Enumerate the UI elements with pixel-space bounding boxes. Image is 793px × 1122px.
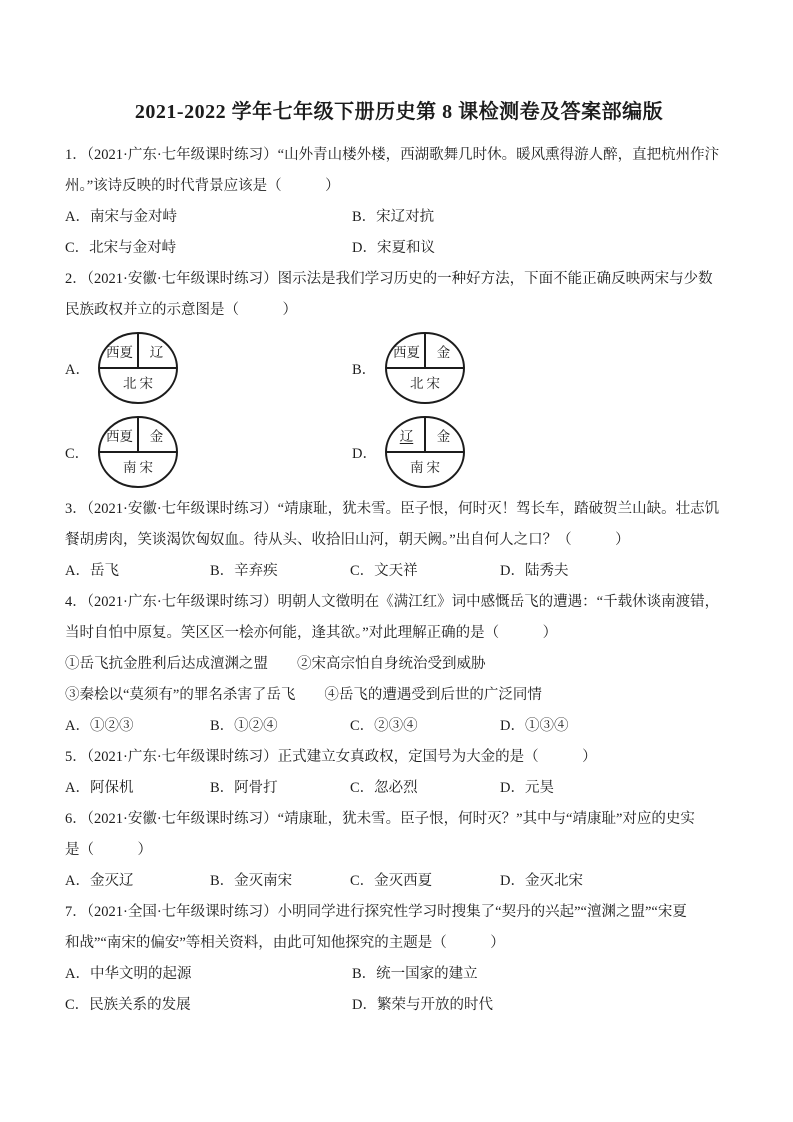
question-4-option-d: D．①③④ [500, 718, 569, 734]
diagram-d-label: D． [352, 445, 377, 462]
question-5-option-d: D．元昊 [500, 780, 554, 796]
question-2 [65, 264, 733, 494]
diagram-a-label: A． [65, 361, 90, 378]
diagram-d-top-left: 辽 [399, 429, 414, 444]
question-4-option-c: C．②③④ [350, 718, 418, 734]
diagram-option-a [65, 331, 352, 405]
question-3-options-row [65, 556, 733, 587]
diagram-c-bottom: 南宋 [123, 460, 156, 475]
question-7-option-c: C．民族关系的发展 [65, 997, 191, 1013]
diagram-a-bottom: 北宋 [123, 376, 156, 391]
question-7-options-row-1 [65, 959, 733, 990]
diagram-option-d [352, 415, 733, 489]
question-5-line-1: 5．（2021·广东·七年级课时练习）正式建立女真政权，定国号为大金的是（ ） [65, 749, 597, 765]
question-4-line-2: 当时自怕中原复。笑区区一桧亦何能，逢其欲。”对此理解正确的是（ ） [65, 625, 558, 641]
circle-frame-icon [384, 415, 466, 489]
question-5-option-a: A．阿保机 [65, 780, 134, 796]
diagram-c-top-right: 金 [149, 429, 164, 444]
question-2-line-2: 民族政权并立的示意图是（ ） [65, 302, 297, 318]
question-7-line-1: 7．（2021·全国·七年级课时练习）小明同学进行探究性学习时搜集了“契丹的兴起”“澶渊之盟”“宋夏 [65, 904, 687, 920]
question-5-option-c: C．忽必烈 [350, 780, 418, 796]
question-6-line-1: 6．（2021·安徽·七年级课时练习）“靖康耻，犹未雪。臣子恨，何时灭？”其中与“靖康耻”对应的史实 [65, 811, 695, 827]
diagram-d-bottom: 南宋 [410, 460, 443, 475]
question-1-option-a: A．南宋与金对峙 [65, 209, 177, 225]
diagram-b-label: B． [352, 361, 377, 378]
question-3-option-d: D．陆秀夫 [500, 563, 569, 579]
diagram-a-top-right: 辽 [149, 345, 164, 360]
question-1-options-row-2 [65, 233, 733, 264]
question-6-option-c: C．金灭西夏 [350, 873, 433, 889]
question-7 [65, 897, 733, 1021]
question-1-line-2: 州。”该诗反映的时代背景应该是（ ） [65, 178, 340, 194]
pie-diagram-b [384, 331, 466, 405]
diagram-b-top-right: 金 [436, 345, 451, 360]
diagram-c-top-left: 西夏 [106, 429, 133, 444]
pie-diagram-c [97, 415, 179, 489]
question-1-option-b: B．宋辽对抗 [352, 209, 435, 225]
question-7-options-row-2 [65, 990, 733, 1021]
question-1-line-1: 1．（2021·广东·七年级课时练习）“山外青山楼外楼，西湖歌舞几时休。暖风熏得游人醉，直把杭州作汴 [65, 147, 720, 163]
question-2-line-1: 2．（2021·安徽·七年级课时练习）图示法是我们学习历史的一种好方法，下面不能正确反映两宋与少数 [65, 271, 713, 287]
question-5-option-b: B．阿骨打 [210, 780, 278, 796]
question-3-option-b: B．辛弃疾 [210, 563, 278, 579]
circle-frame-icon [97, 415, 179, 489]
question-6 [65, 804, 733, 897]
diagram-c-label: C． [65, 445, 90, 462]
question-4-option-a: A．①②③ [65, 718, 134, 734]
question-7-line-2: 和战”“南宋的偏安”等相关资料，由此可知他探究的主题是（ ） [65, 935, 505, 951]
question-1-option-c: C．北宋与金对峙 [65, 240, 177, 256]
diagram-b-bottom: 北宋 [410, 376, 443, 391]
question-4-option-b: B．①②④ [210, 718, 278, 734]
question-5-options-row [65, 773, 733, 804]
question-6-option-a: A．金灭辽 [65, 873, 134, 889]
question-2-diagram-row-1 [65, 326, 733, 410]
question-4-options-row [65, 711, 733, 742]
question-1-option-d: D．宋夏和议 [352, 240, 435, 256]
question-3-option-a: A．岳飞 [65, 563, 119, 579]
question-5 [65, 742, 733, 804]
question-4-line-1: 4．（2021·广东·七年级课时练习）明朝人文徵明在《满江红》词中感慨岳飞的遭遇：“千载休谈南渡错， [65, 594, 720, 610]
question-4 [65, 587, 733, 742]
question-3-line-1: 3．（2021·安徽·七年级课时练习）“靖康耻，犹未雪。臣子恨，何时灭！驾长车，踏破贺兰山缺。壮志饥 [65, 501, 720, 517]
question-1 [65, 140, 733, 264]
question-3-option-c: C．文天祥 [350, 563, 418, 579]
question-6-option-d: D．金灭北宋 [500, 873, 583, 889]
diagram-d-top-right: 金 [436, 429, 451, 444]
diagram-option-c [65, 415, 352, 489]
question-2-diagram-row-2 [65, 410, 733, 494]
question-3-line-2: 餐胡虏肉，笑谈渴饮匈奴血。待从头、收拾旧山河，朝天阙。”出自何人之口？（ ） [65, 532, 630, 548]
diagram-b-top-left: 西夏 [393, 345, 420, 360]
question-7-option-b: B．统一国家的建立 [352, 966, 478, 982]
pie-diagram-a [97, 331, 179, 405]
pie-diagram-d [384, 415, 466, 489]
question-1-options-row-1 [65, 202, 733, 233]
question-7-option-a: A．中华文明的起源 [65, 966, 192, 982]
circle-frame-icon [97, 331, 179, 405]
question-7-option-d: D．繁荣与开放的时代 [352, 997, 493, 1013]
question-6-line-2: 是（ ） [65, 842, 152, 858]
question-4-statement-1: ①岳飞抗金胜利后达成澶渊之盟 ②宋高宗怕自身统治受到威胁 [65, 656, 486, 672]
diagram-option-b [352, 331, 733, 405]
question-6-options-row [65, 866, 733, 897]
circle-frame-icon [384, 331, 466, 405]
question-6-option-b: B．金灭南宋 [210, 873, 293, 889]
question-3 [65, 494, 733, 587]
diagram-a-top-left: 西夏 [106, 345, 133, 360]
question-4-statement-2: ③秦桧以“莫须有”的罪名杀害了岳飞 ④岳飞的遭遇受到后世的广泛同情 [65, 687, 542, 703]
page-title: 2021-2022 学年七年级下册历史第 8 课检测卷及答案部编版 [134, 101, 664, 123]
